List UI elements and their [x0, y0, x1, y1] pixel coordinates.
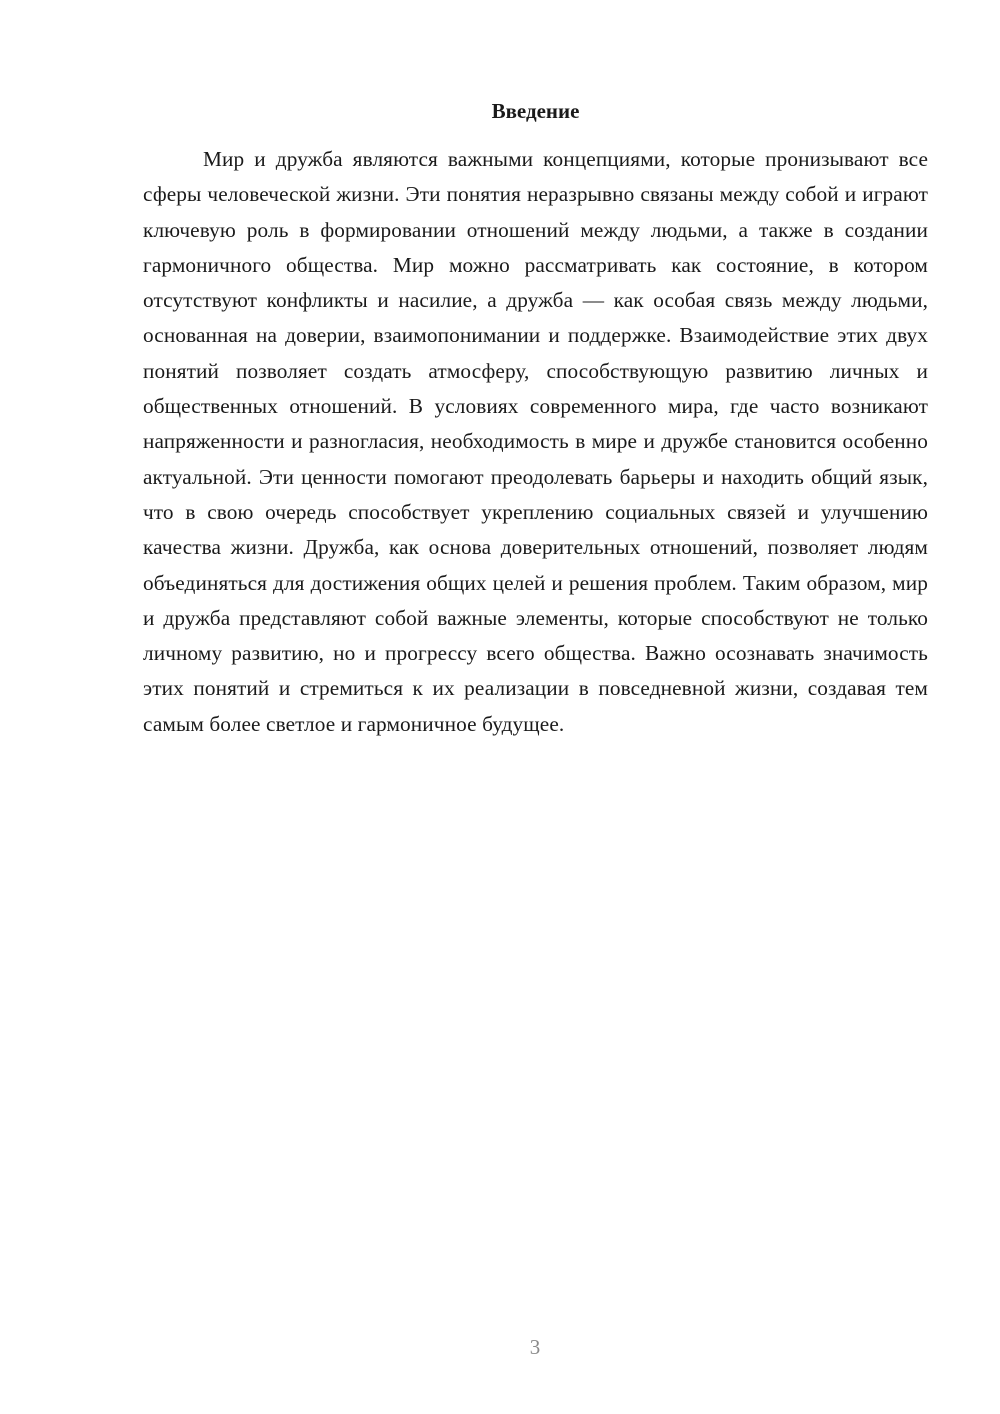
body-paragraph: Мир и дружба являются важными концепциями, которые пронизывают все сферы человеческой жизни. Эти понятия неразрывно связаны между собой и играют ключевую роль в формировании отношений между людьми, а также в создании гармоничного общества. Мир можно рассматривать как состояние, в котором отсутствуют конфликты и насилие, а дружба — как особая связь между людьми, основанная на доверии, взаимопонимании и поддержке. Взаимодействие этих двух понятий позволяет создать атмосферу, способствующую развитию личных и общественных отношений. В условиях современного мира, где часто возникают напряженности и разногласия, необходимость в мире и дружбе становится особенно актуальной. Эти ценности помогают преодолевать барьеры и находить общий язык, что в свою очередь способствует укреплению социальных связей и улучшению качества жизни. Дружба, как основа доверительных отношений, позволяет людям объединяться для достижения общих целей и решения проблем. Таким образом, мир и дружба представляют собой важные элементы, которые способствуют не только личному развитию, но и прогрессу всего общества. Важно осознавать значимость этих понятий и стремиться к их реализации в повседневной жизни, создавая тем самым более светлое и гармоничное будущее. — [143, 147, 928, 736]
page-number: 3 — [529, 1335, 541, 1359]
page-title: Введение — [491, 99, 580, 123]
